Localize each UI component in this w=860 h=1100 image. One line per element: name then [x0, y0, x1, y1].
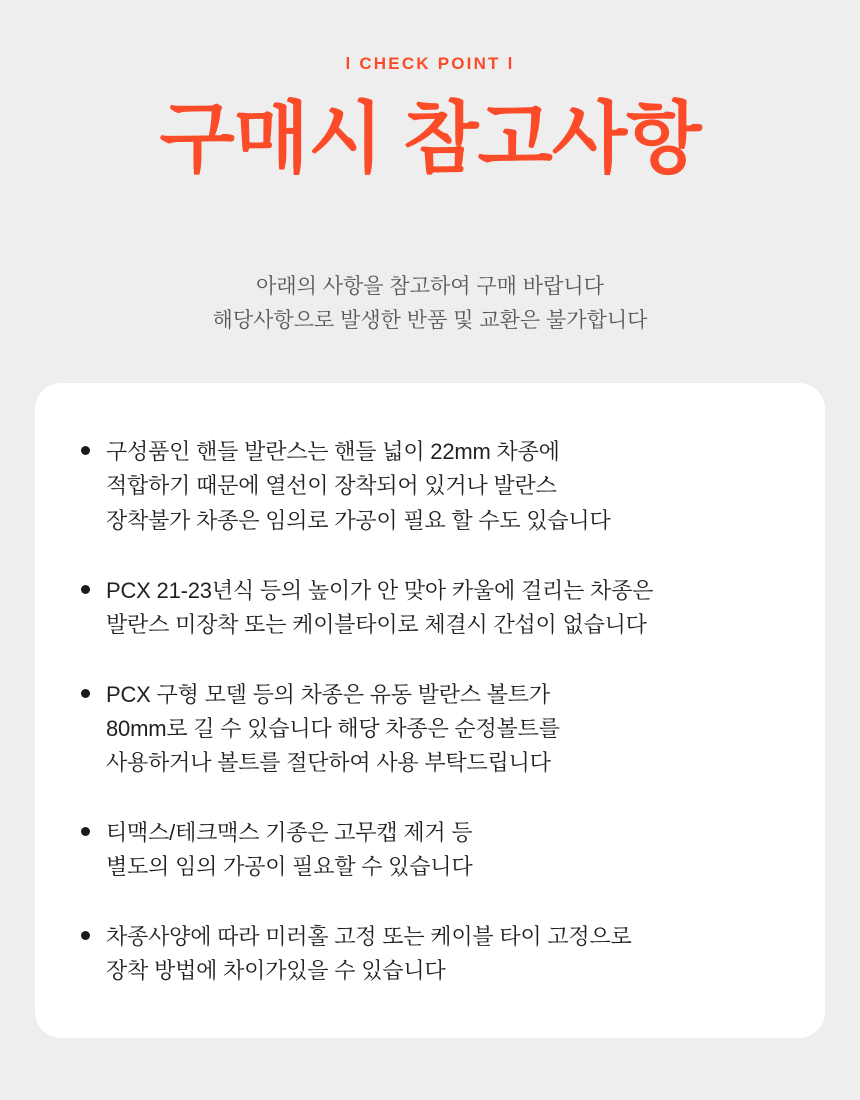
note-line: 적합하기 때문에 열선이 장착되어 있거나 발란스 — [106, 473, 557, 499]
note-text — [106, 435, 611, 537]
note-line: PCX 구형 모델 등의 차종은 유동 발란스 볼트가 — [106, 681, 550, 707]
note-line: 차종사양에 따라 미러홀 고정 또는 케이블 타이 고정으로 — [106, 924, 632, 950]
note-text — [106, 678, 560, 780]
note-text — [106, 574, 653, 642]
list-item — [81, 435, 779, 537]
list-item — [81, 678, 779, 780]
note-text — [106, 920, 632, 988]
bullet-icon — [81, 931, 90, 940]
subtitle-line-2: 해당사항으로 발생한 반품 및 교환은 불가합니다 — [212, 308, 648, 332]
bullet-icon — [81, 689, 90, 698]
note-line: 장착 방법에 차이가있을 수 있습니다 — [106, 958, 446, 984]
subtitle-line-1: 아래의 사항을 참고하여 구매 바랍니다 — [256, 275, 604, 299]
note-line: 80mm로 길 수 있습니다 해당 차종은 순정볼트를 — [106, 715, 560, 741]
page-subtitle — [213, 270, 648, 337]
note-line: PCX 21-23년식 등의 높이가 안 맞아 카울에 걸리는 차종은 — [106, 577, 654, 603]
list-item — [81, 920, 779, 988]
bullet-icon — [81, 827, 90, 836]
eyebrow-label: l CHECK POINT l — [345, 54, 515, 73]
note-line: 구성품인 핸들 발란스는 핸들 넓이 22mm 차종에 — [106, 439, 560, 465]
note-line: 장착불가 차종은 임의로 가공이 필요 할 수도 있습니다 — [106, 507, 611, 533]
note-line: 사용하거나 볼트를 절단하여 사용 부탁드립니다 — [106, 749, 551, 775]
notes-card — [35, 383, 825, 1038]
list-item — [81, 816, 779, 884]
list-item — [81, 574, 779, 642]
bullet-icon — [81, 446, 90, 455]
note-line: 발란스 미장착 또는 케이블타이로 체결시 간섭이 없습니다 — [106, 611, 647, 637]
bullet-icon — [81, 585, 90, 594]
note-line: 별도의 임의 가공이 필요할 수 있습니다 — [106, 854, 473, 880]
note-text — [106, 816, 472, 884]
note-line: 티맥스/테크맥스 기종은 고무캡 제거 등 — [106, 820, 473, 846]
page-title: 구매시 참고사항 — [159, 94, 701, 182]
notes-list — [81, 435, 779, 988]
